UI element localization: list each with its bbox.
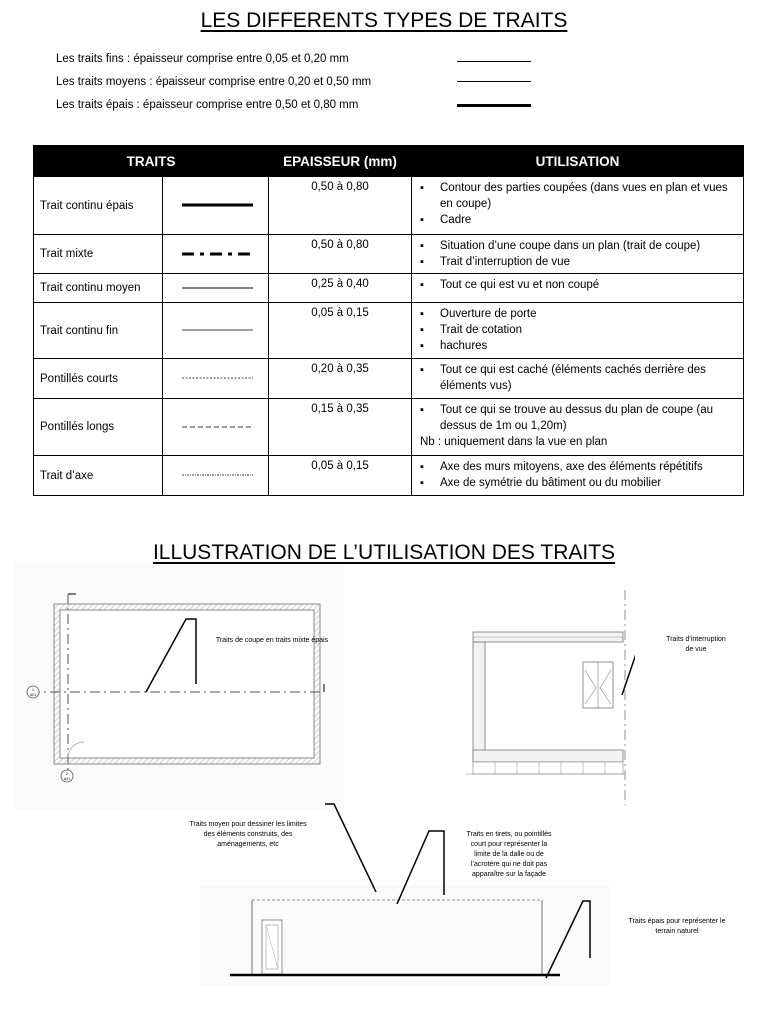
page-title: LES DIFFERENTS TYPES DE TRAITS (200, 9, 568, 32)
row-name: Pontillés courts (34, 359, 163, 399)
axis-line-sample (179, 473, 253, 477)
line-sample-cell (163, 399, 269, 456)
marker-left-sub: A01 (29, 693, 37, 697)
line-sample-cell (163, 177, 269, 235)
table-row (34, 303, 744, 359)
annotation-medium-lines: Traits moyen pour dessiner les limites des éléments construits, des aménagements, etc (189, 821, 307, 848)
marker-top-sub: A01 (63, 777, 71, 781)
row-uses (412, 303, 744, 359)
table-row (34, 235, 744, 274)
header-epaisseur: EPAISSEUR (mm) (269, 146, 412, 177)
list-item: ▪ Trait de cotation (420, 322, 737, 338)
definition-fins: Les traits fins : épaisseur comprise entre 0,05 et 0,20 mm (56, 53, 349, 65)
floor-plan-drawing (14, 564, 344, 809)
row-uses (412, 235, 744, 274)
annotation-thick-lines: Traits épais pour représenter le terrain naturel (628, 918, 726, 935)
row-name: Trait continu épais (34, 177, 163, 235)
list-item: ▪ Axe des murs mitoyens, axe des éléments répétitifs (420, 459, 737, 475)
row-thickness: 0,05 à 0,15 (269, 456, 412, 496)
table-row (34, 177, 744, 235)
row-uses (412, 274, 744, 303)
header-traits: TRAITS (34, 146, 269, 177)
line-sample-cell (163, 456, 269, 496)
row-thickness: 0,15 à 0,35 (269, 399, 412, 456)
annotation-dashed-lines: Traits en tirets, ou pointillés court pour représenter la limite de la dalle ou de l’acrotère qui ne doit pas apparaître sur la façade (466, 831, 552, 878)
annotation-cut-line: Traits de coupe en traits mixte épais (215, 637, 329, 644)
annotation-interruption: Traits d’interruption de vue (666, 636, 726, 653)
long-dotted-line-sample (179, 425, 253, 429)
row-thickness: 0,25 à 0,40 (269, 274, 412, 303)
row-name: Trait continu moyen (34, 274, 163, 303)
short-dotted-line-sample (179, 376, 253, 380)
row-uses (412, 359, 744, 399)
illustration-title: ILLUSTRATION DE L’UTILISATION DES TRAITS (152, 541, 616, 564)
medium-continuous-line-sample (179, 286, 253, 290)
facade-drawing (200, 800, 610, 985)
list-item: ▪ Axe de symétrie du bâtiment ou du mobilier (420, 475, 737, 491)
list-item: ▪ Tout ce qui se trouve au dessus du plan de coupe (au dessus de 1m ou 1,20m) (420, 402, 737, 434)
row-note: Nb : uniquement dans la vue en plan (420, 436, 608, 448)
medium-line-sample (457, 81, 531, 82)
line-types-table (33, 145, 744, 496)
table-row (34, 399, 744, 456)
header-utilisation: UTILISATION (412, 146, 744, 177)
row-name: Trait d’axe (34, 456, 163, 496)
list-item: ▪ Trait d’interruption de vue (420, 254, 737, 270)
marker-left-label: 1 (31, 687, 35, 692)
table-header (34, 146, 744, 177)
row-uses (412, 456, 744, 496)
list-item: ▪ Ouverture de porte (420, 306, 737, 322)
definition-moyens: Les traits moyens : épaisseur comprise entre 0,20 et 0,50 mm (56, 76, 372, 88)
row-thickness: 0,20 à 0,35 (269, 359, 412, 399)
line-sample-cell (163, 303, 269, 359)
line-sample-cell (163, 235, 269, 274)
definition-epais: Les traits épais : épaisseur comprise entre 0,50 et 0,80 mm (56, 99, 359, 111)
row-uses (412, 177, 744, 235)
row-name: Pontillés longs (34, 399, 163, 456)
row-thickness: 0,05 à 0,15 (269, 303, 412, 359)
table-row (34, 359, 744, 399)
table-row (34, 456, 744, 496)
line-sample-cell (163, 274, 269, 303)
marker-top-label: 2 (65, 771, 69, 776)
fine-continuous-line-sample (179, 328, 253, 332)
thick-continuous-line-sample (179, 202, 253, 208)
list-item: ▪ hachures (420, 338, 737, 354)
list-item: ▪ Contour des parties coupées (dans vues en plan et vues en coupe) (420, 180, 737, 212)
row-name: Trait continu fin (34, 303, 163, 359)
list-item: ▪ Situation d’une coupe dans un plan (trait de coupe) (420, 238, 737, 254)
list-item: ▪ Tout ce qui est caché (éléments cachés derrière des éléments vus) (420, 362, 737, 394)
fine-line-sample (457, 61, 531, 62)
row-thickness: 0,50 à 0,80 (269, 235, 412, 274)
list-item: ▪ Cadre (420, 212, 737, 228)
table-row (34, 274, 744, 303)
thick-line-sample (457, 104, 531, 107)
list-item: ▪ Tout ce qui est vu et non coupé (420, 277, 737, 293)
dash-dot-line-sample (179, 251, 253, 257)
section-drawing (455, 590, 635, 805)
row-name: Trait mixte (34, 235, 163, 274)
row-thickness: 0,50 à 0,80 (269, 177, 412, 235)
row-uses (412, 399, 744, 456)
line-sample-cell (163, 359, 269, 399)
